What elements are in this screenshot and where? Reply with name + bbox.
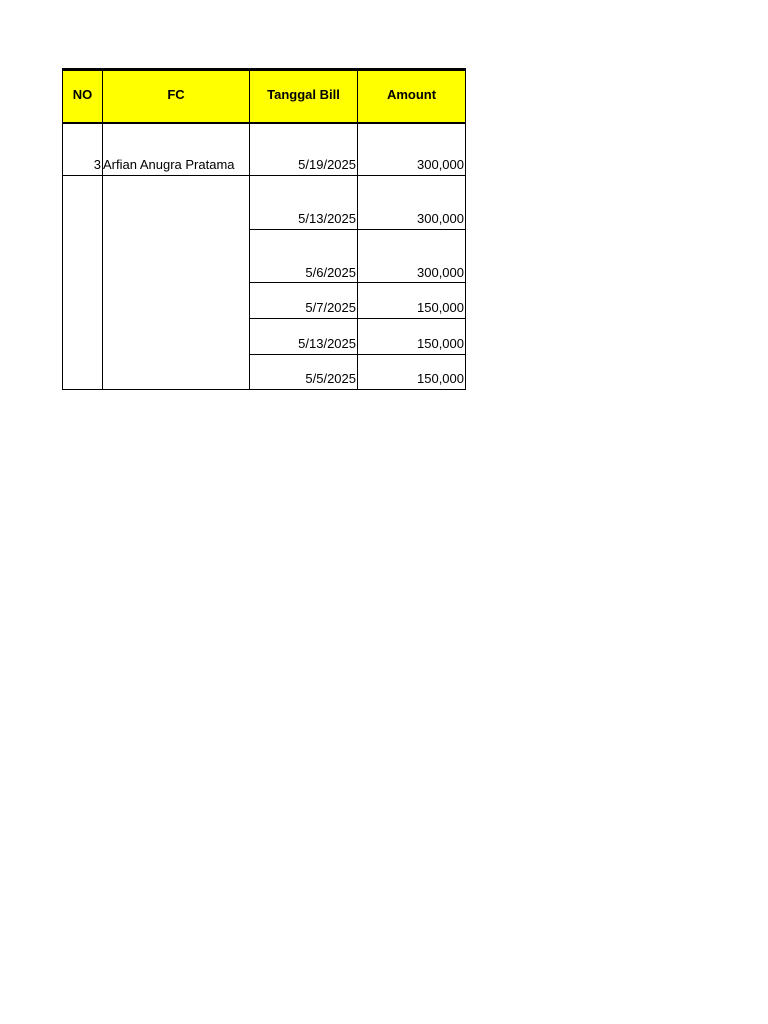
amount-cell: 300,000 (417, 211, 464, 226)
amount-cell: 300,000 (417, 265, 464, 280)
table-bottom-border (62, 389, 466, 390)
header-no: NO (72, 87, 93, 102)
billing-table (62, 68, 466, 390)
column-border-right (465, 68, 466, 390)
amount-cell: 150,000 (417, 371, 464, 386)
amount-cell: 150,000 (417, 300, 464, 315)
tanggal-bill-cell: 5/19/2025 (298, 157, 356, 172)
header-tanggal-bill: Tanggal Bill (267, 87, 340, 102)
tanggal-bill-cell: 5/13/2025 (298, 211, 356, 226)
column-border-no-fc (102, 68, 103, 390)
tanggal-bill-cell: 5/7/2025 (305, 300, 356, 315)
header-bottom-border (62, 122, 466, 124)
column-border-left (62, 68, 63, 390)
tanggal-bill-cell: 5/5/2025 (305, 371, 356, 386)
header-fc: FC (167, 87, 185, 102)
row-number: 3 (93, 157, 101, 172)
amount-cell: 300,000 (417, 157, 464, 172)
table-top-border (62, 68, 466, 71)
tanggal-bill-cell: 5/13/2025 (298, 336, 356, 351)
fc-name: Arfian Anugra Pratama (103, 157, 235, 172)
header-amount: Amount (386, 87, 437, 102)
amount-cell: 150,000 (417, 336, 464, 351)
group-divider (62, 175, 466, 176)
tanggal-bill-cell: 5/6/2025 (305, 265, 356, 280)
